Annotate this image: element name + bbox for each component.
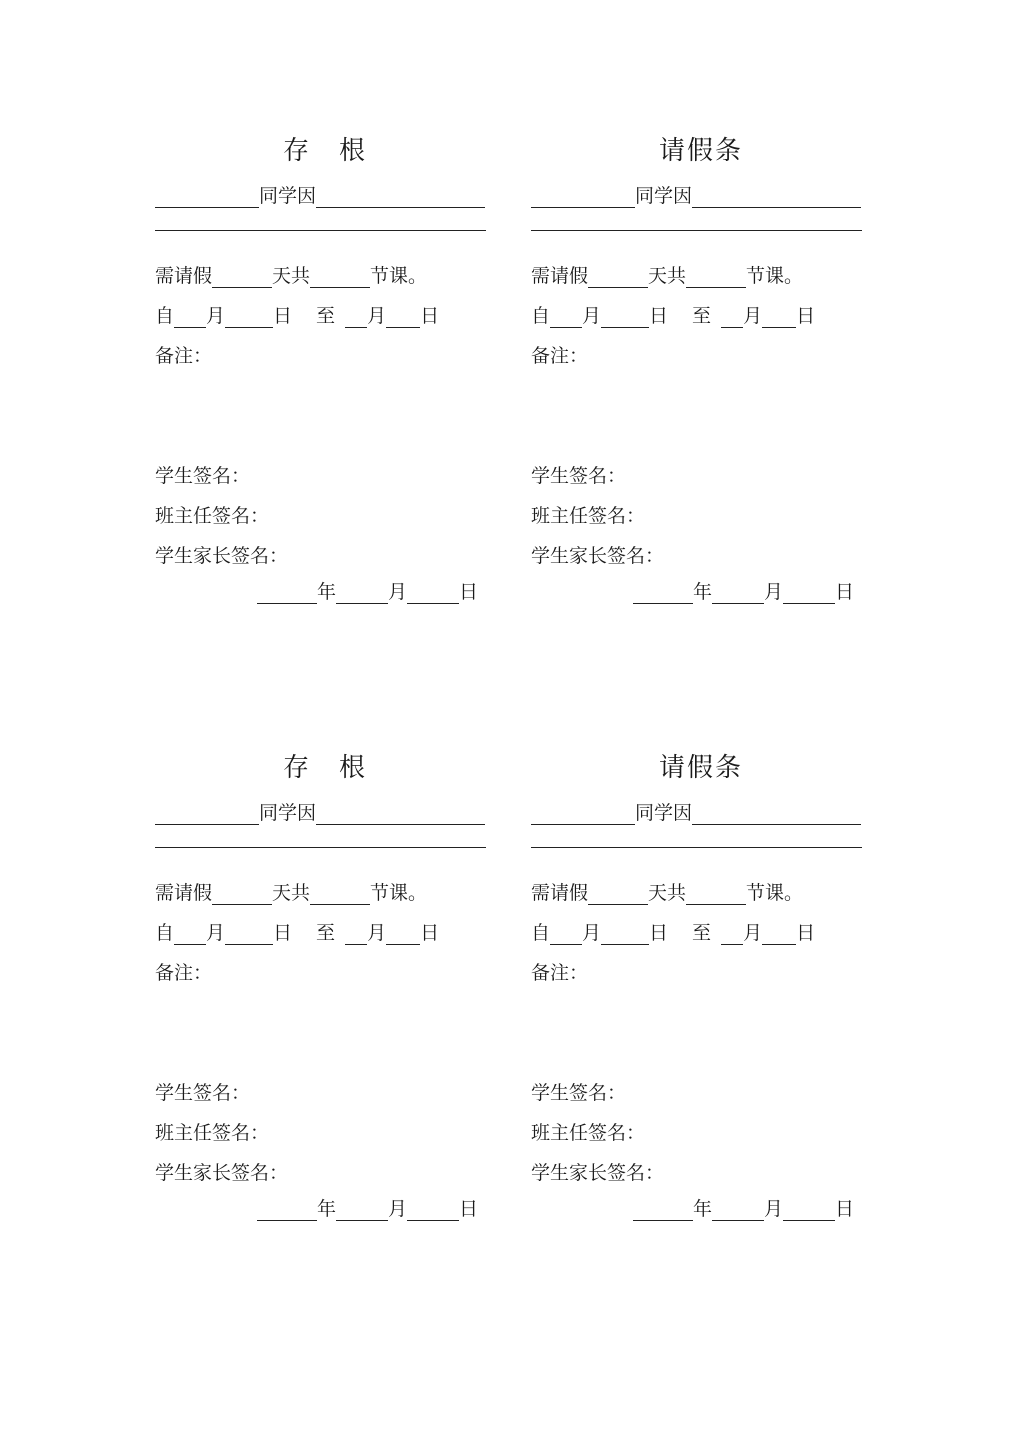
year-blank[interactable] xyxy=(257,1198,317,1221)
sign-month-blank[interactable] xyxy=(336,1198,388,1221)
month-label: 月 xyxy=(367,305,387,327)
sign-day-blank[interactable] xyxy=(407,581,459,604)
student-reason-label: 同学因 xyxy=(259,185,317,207)
month-label: 月 xyxy=(206,922,226,944)
month-label: 月 xyxy=(582,922,602,944)
days-prefix-label: 需请假 xyxy=(155,882,213,904)
day-label: 日 xyxy=(796,305,816,327)
from-day-blank[interactable] xyxy=(225,922,273,945)
date-range-row xyxy=(531,304,871,328)
slip-title: 请假条 xyxy=(658,136,743,166)
days-prefix-label: 需请假 xyxy=(531,882,589,904)
month-label: 月 xyxy=(743,305,763,327)
sign-month-blank[interactable] xyxy=(712,581,764,604)
date-range-row xyxy=(155,304,495,328)
teacher-sign-row xyxy=(531,504,871,528)
remark-label: 备注： xyxy=(155,962,213,984)
sign-date-row xyxy=(633,1197,883,1221)
lessons-blank[interactable] xyxy=(686,265,746,288)
reason-blank[interactable] xyxy=(316,802,485,825)
days-suffix-label: 节课。 xyxy=(370,882,428,904)
days-row xyxy=(531,264,871,288)
reason-continuation-line[interactable] xyxy=(531,847,862,848)
remark-row xyxy=(155,961,495,985)
days-mid-label: 天共 xyxy=(648,265,687,287)
to-month-blank[interactable] xyxy=(721,922,743,945)
reason-blank[interactable] xyxy=(316,185,485,208)
date-range-row xyxy=(531,921,871,945)
to-day-blank[interactable] xyxy=(762,922,796,945)
month-label: 月 xyxy=(764,1198,784,1220)
month-label: 月 xyxy=(764,581,784,603)
sign-day-blank[interactable] xyxy=(783,581,835,604)
from-month-blank[interactable] xyxy=(174,305,206,328)
slip-title: 存 根 xyxy=(282,753,367,783)
remark-row xyxy=(531,961,871,985)
parent-sign-row xyxy=(531,544,871,568)
days-mid-label: 天共 xyxy=(272,882,311,904)
teacher-sign-label: 班主任签名： xyxy=(155,505,270,527)
month-label: 月 xyxy=(582,305,602,327)
to-month-blank[interactable] xyxy=(345,922,367,945)
from-month-blank[interactable] xyxy=(174,922,206,945)
month-label: 月 xyxy=(388,1198,408,1220)
days-suffix-label: 节课。 xyxy=(746,882,804,904)
teacher-sign-label: 班主任签名： xyxy=(531,1122,646,1144)
date-from-label: 自 xyxy=(155,305,175,327)
days-row xyxy=(155,264,495,288)
teacher-sign-label: 班主任签名： xyxy=(531,505,646,527)
date-to-label: 至 xyxy=(692,922,712,944)
parent-sign-row xyxy=(155,1161,495,1185)
student-name-blank[interactable] xyxy=(155,802,259,825)
days-blank[interactable] xyxy=(588,882,648,905)
days-mid-label: 天共 xyxy=(648,882,687,904)
student-sign-row xyxy=(531,1081,871,1105)
parent-sign-row xyxy=(155,544,495,568)
student-reason-label: 同学因 xyxy=(635,802,693,824)
reason-blank[interactable] xyxy=(692,185,861,208)
date-to-label: 至 xyxy=(692,305,712,327)
month-label: 月 xyxy=(367,922,387,944)
day-label: 日 xyxy=(796,922,816,944)
parent-sign-label: 学生家长签名： xyxy=(155,545,289,567)
student-reason-row xyxy=(531,801,871,825)
student-sign-label: 学生签名： xyxy=(155,1082,251,1104)
days-suffix-label: 节课。 xyxy=(746,265,804,287)
reason-continuation-line[interactable] xyxy=(155,230,486,231)
student-reason-label: 同学因 xyxy=(635,185,693,207)
day-label: 日 xyxy=(420,922,440,944)
lessons-blank[interactable] xyxy=(310,882,370,905)
reason-blank[interactable] xyxy=(692,802,861,825)
sign-date-row xyxy=(257,580,507,604)
student-name-blank[interactable] xyxy=(531,185,635,208)
to-day-blank[interactable] xyxy=(386,922,420,945)
parent-sign-label: 学生家长签名： xyxy=(531,545,665,567)
from-month-blank[interactable] xyxy=(550,305,582,328)
year-label: 年 xyxy=(317,581,337,603)
teacher-sign-row xyxy=(531,1121,871,1145)
day-label: 日 xyxy=(420,305,440,327)
day-label: 日 xyxy=(459,581,479,603)
days-prefix-label: 需请假 xyxy=(155,265,213,287)
day-label: 日 xyxy=(835,581,855,603)
remark-label: 备注： xyxy=(531,345,589,367)
to-day-blank[interactable] xyxy=(762,305,796,328)
parent-sign-label: 学生家长签名： xyxy=(531,1162,665,1184)
student-reason-row xyxy=(155,184,495,208)
days-row xyxy=(531,881,871,905)
teacher-sign-label: 班主任签名： xyxy=(155,1122,270,1144)
lessons-blank[interactable] xyxy=(310,265,370,288)
student-name-blank[interactable] xyxy=(155,185,259,208)
from-day-blank[interactable] xyxy=(601,922,649,945)
month-label: 月 xyxy=(388,581,408,603)
parent-sign-row xyxy=(531,1161,871,1185)
student-reason-row xyxy=(155,801,495,825)
year-label: 年 xyxy=(693,581,713,603)
date-from-label: 自 xyxy=(531,922,551,944)
from-day-blank[interactable] xyxy=(225,305,273,328)
days-blank[interactable] xyxy=(588,265,648,288)
leave-slip-4 xyxy=(531,751,871,1251)
to-day-blank[interactable] xyxy=(386,305,420,328)
student-sign-label: 学生签名： xyxy=(531,465,627,487)
from-day-blank[interactable] xyxy=(601,305,649,328)
slip-title: 请假条 xyxy=(658,753,743,783)
days-suffix-label: 节课。 xyxy=(370,265,428,287)
days-mid-label: 天共 xyxy=(272,265,311,287)
reason-continuation-line[interactable] xyxy=(155,847,486,848)
date-to-label: 至 xyxy=(316,922,336,944)
teacher-sign-row xyxy=(155,1121,495,1145)
remark-row xyxy=(531,344,871,368)
day-label: 日 xyxy=(835,1198,855,1220)
teacher-sign-row xyxy=(155,504,495,528)
to-month-blank[interactable] xyxy=(345,305,367,328)
sign-day-blank[interactable] xyxy=(407,1198,459,1221)
days-row xyxy=(155,881,495,905)
sign-date-row xyxy=(633,580,883,604)
remark-row xyxy=(155,344,495,368)
day-label: 日 xyxy=(649,922,669,944)
sign-day-blank[interactable] xyxy=(783,1198,835,1221)
day-label: 日 xyxy=(649,305,669,327)
leave-slip-1 xyxy=(155,134,495,634)
slip-title: 存 根 xyxy=(282,136,367,166)
sign-date-row xyxy=(257,1197,507,1221)
parent-sign-label: 学生家长签名： xyxy=(155,1162,289,1184)
sign-month-blank[interactable] xyxy=(712,1198,764,1221)
month-label: 月 xyxy=(206,305,226,327)
student-reason-row xyxy=(531,184,871,208)
student-sign-row xyxy=(155,1081,495,1105)
day-label: 日 xyxy=(273,305,293,327)
student-name-blank[interactable] xyxy=(531,802,635,825)
remark-label: 备注： xyxy=(531,962,589,984)
day-label: 日 xyxy=(273,922,293,944)
date-to-label: 至 xyxy=(316,305,336,327)
year-blank[interactable] xyxy=(633,581,693,604)
student-sign-row xyxy=(155,464,495,488)
leave-slip-2 xyxy=(531,134,871,634)
student-reason-label: 同学因 xyxy=(259,802,317,824)
lessons-blank[interactable] xyxy=(686,882,746,905)
month-label: 月 xyxy=(743,922,763,944)
date-from-label: 自 xyxy=(155,922,175,944)
year-label: 年 xyxy=(317,1198,337,1220)
sign-month-blank[interactable] xyxy=(336,581,388,604)
year-blank[interactable] xyxy=(633,1198,693,1221)
to-month-blank[interactable] xyxy=(721,305,743,328)
student-sign-label: 学生签名： xyxy=(531,1082,627,1104)
year-label: 年 xyxy=(693,1198,713,1220)
days-blank[interactable] xyxy=(212,265,272,288)
date-range-row xyxy=(155,921,495,945)
days-prefix-label: 需请假 xyxy=(531,265,589,287)
student-sign-row xyxy=(531,464,871,488)
days-blank[interactable] xyxy=(212,882,272,905)
year-blank[interactable] xyxy=(257,581,317,604)
day-label: 日 xyxy=(459,1198,479,1220)
from-month-blank[interactable] xyxy=(550,922,582,945)
remark-label: 备注： xyxy=(155,345,213,367)
reason-continuation-line[interactable] xyxy=(531,230,862,231)
date-from-label: 自 xyxy=(531,305,551,327)
leave-slip-3 xyxy=(155,751,495,1251)
student-sign-label: 学生签名： xyxy=(155,465,251,487)
